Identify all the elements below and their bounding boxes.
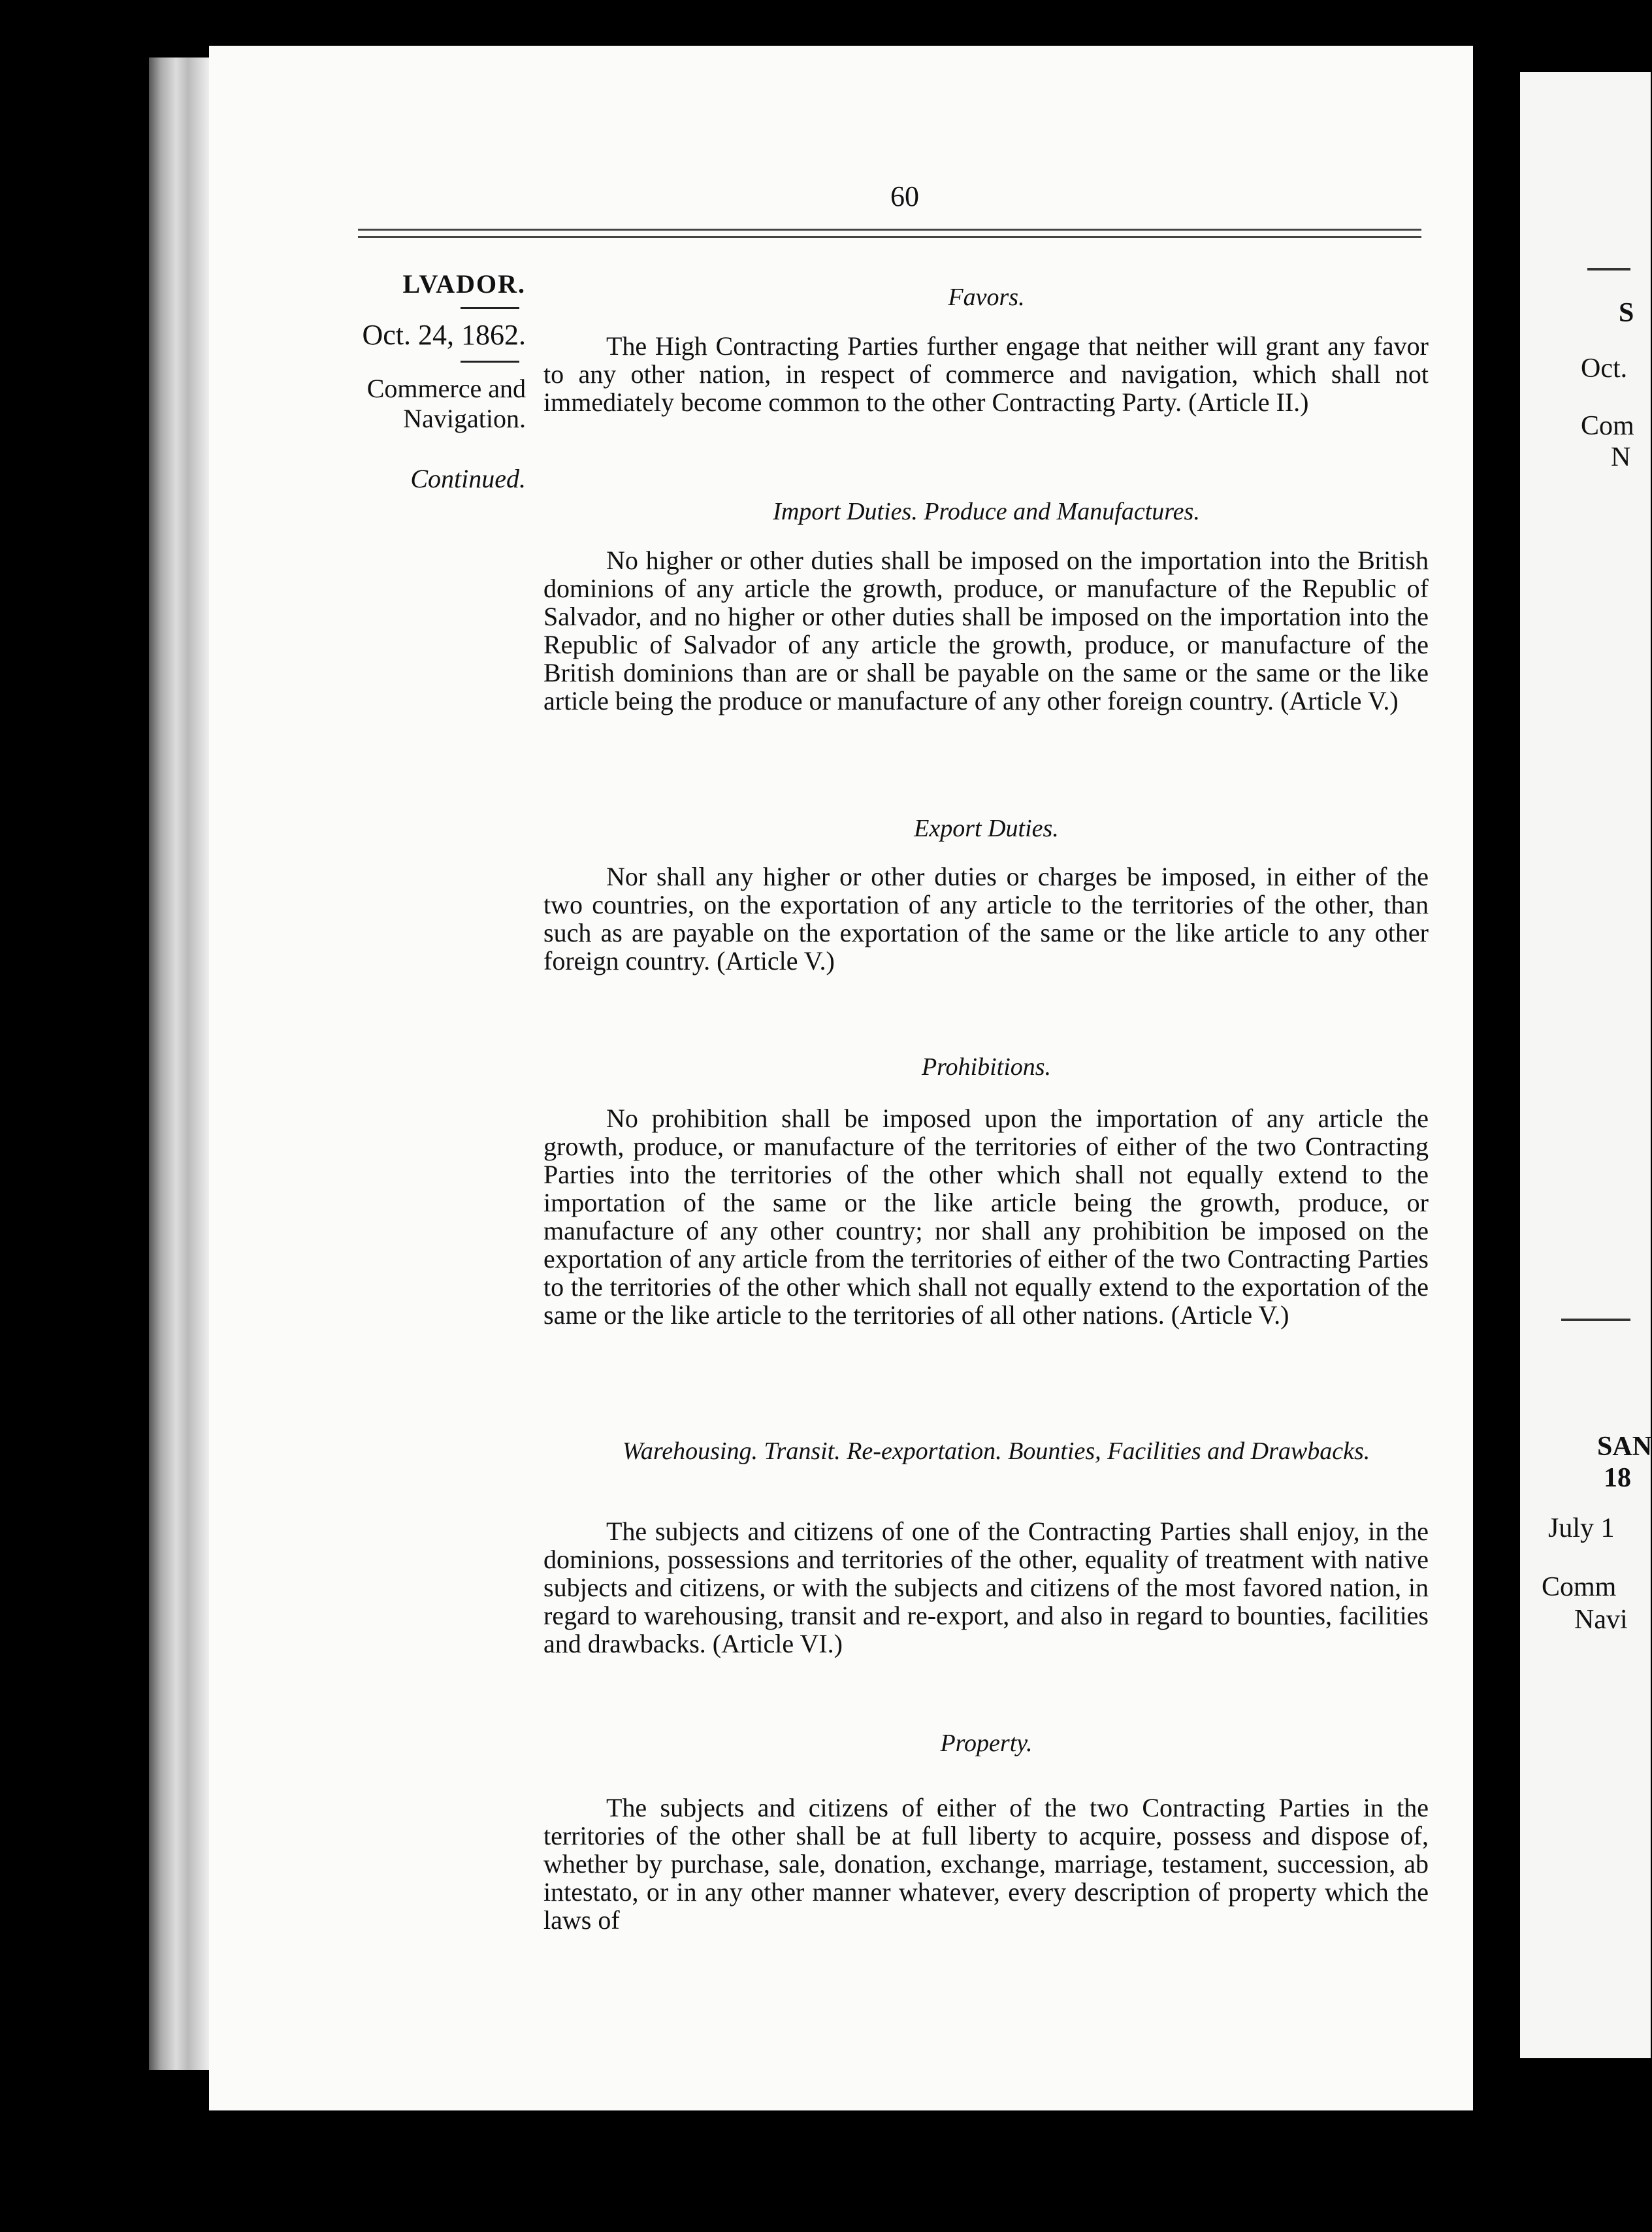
sidebar-rule-1 [461,307,519,309]
sidebar-date: Oct. 24, 1862. [362,319,526,351]
facing-rule-2 [1561,1319,1630,1321]
book-spine [149,57,209,2070]
facing-fragment-2: Oct. [1581,353,1628,384]
sidebar-subject-line2: Navigation. [403,404,526,433]
facing-fragment-7: July 1 [1548,1513,1615,1543]
section-text-property: The subjects and citizens of either of the two Contracting Parties in the territories of the other shall be at full liberty to acquire, possess and dispose of, whether by purchase, sale, donation, exchange, marriage, testament, succession, ab intestato, or in any other manner whatever, every description of property which the laws of [543,1793,1429,1935]
section-text-warehousing: The subjects and citizens of one of the Contracting Parties shall enjoy, in the dominions, possessions and territories of the other, equality of treatment with native subjects and citizens, or with the subjects and citizens of the most favored nation, in regard to warehousing, transit and re-export, and also in regard to bounties, facilities and drawbacks. (Article VI.) [543,1517,1429,1658]
section-heading-warehousing: Warehousing. Transit. Re-exportation. Bounties, Facilities and Drawbacks. [622,1437,1370,1465]
sidebar-continued: Continued. [410,464,526,493]
header-rule [358,229,1421,238]
section-text-favors: The High Contracting Parties further engage that neither will grant any favor to any other nation, in respect of commerce and navigation, which shall not immediately become common to the other Contracting Party. (Article II.) [543,331,1429,417]
facing-fragment-6: 18 [1604,1463,1631,1493]
sidebar-subject-line1: Commerce and [366,374,526,403]
facing-fragment-4: N [1611,442,1631,472]
facing-fragment-8: Comm [1542,1572,1617,1602]
facing-fragment-3: Com [1581,411,1634,441]
section-heading-property: Property. [940,1730,1033,1757]
sidebar-country: LVADOR. [402,269,526,299]
sidebar-subject [330,374,526,434]
facing-rule-1 [1587,268,1630,271]
page-number: 60 [890,180,919,212]
section-heading-favors: Favors. [948,284,1025,311]
sidebar-rule-2 [461,361,519,363]
section-text-export-duties: Nor shall any higher or other duties or charges be imposed, in either of the two countries, on the exportation of any article to the territories of the other, than such as are payable on the exportation of the same or the like article to any other foreign country. (Article V.) [543,862,1429,976]
section-text-import-duties: No higher or other duties shall be imposed on the importation into the British dominions of any article the growth, produce, or manufacture of the Republic of Salvador, and no higher or other duties shall be imposed on the importation into the Republic of Salvador of any article the growth, produce, or manufacture of the British dominions than are or shall be payable on the same or the same or the like article being the produce or manufacture of any other foreign country. (Article V.) [543,546,1429,715]
facing-fragment-5: SAN [1597,1432,1652,1462]
section-heading-export-duties: Export Duties. [914,815,1059,842]
section-heading-prohibitions: Prohibitions. [921,1053,1052,1081]
section-heading-import-duties: Import Duties. Produce and Manufactures. [773,498,1200,525]
facing-fragment-9: Navi [1574,1605,1628,1635]
facing-fragment-1: S [1619,298,1634,328]
section-text-prohibitions: No prohibition shall be imposed upon the importation of any article the growth, produce, or manufacture of the territories of either of the two Contracting Parties into the territories of the other which shall not equally extend to the importation of the same or the like article being the growth, produce, or manufacture of any other country; nor shall any prohibition be imposed on the exportation of any article from the territories of either of the two Contracting Parties to the territories of the other which shall not equally extend to the exportation of the same or the like article to the territories of all other nations. (Article V.) [543,1104,1429,1330]
